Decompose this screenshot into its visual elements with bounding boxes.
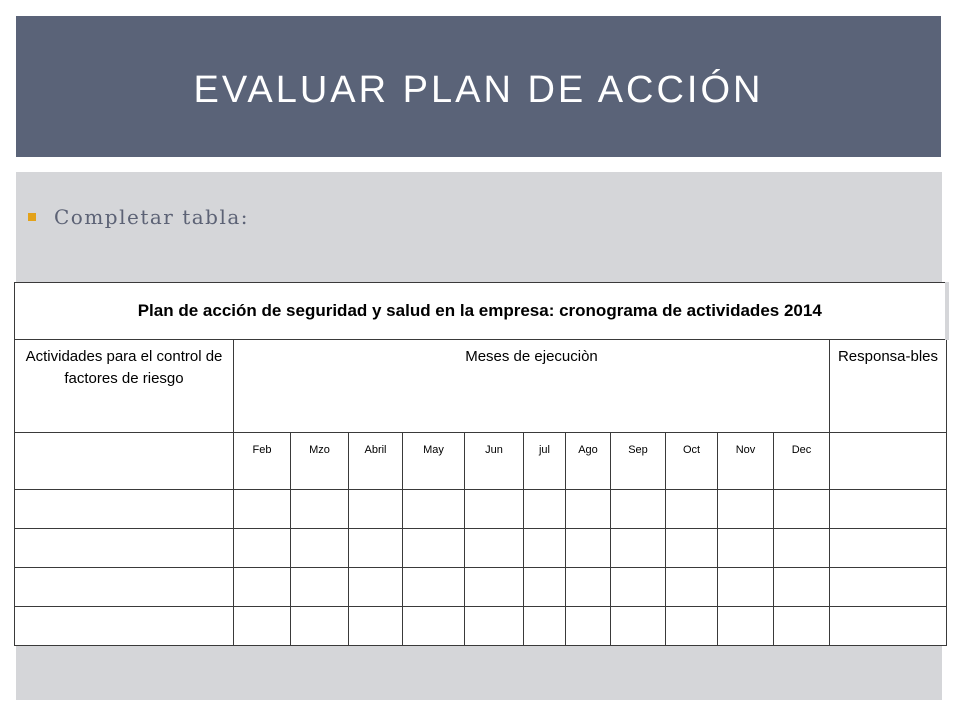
table-row [15,568,947,607]
table-cell[interactable] [15,529,234,568]
table-cell[interactable] [234,568,291,607]
month-sep: Sep [611,433,666,490]
month-dec: Dec [774,433,830,490]
table-cell[interactable] [291,490,349,529]
table-cell[interactable] [349,490,403,529]
months-row [15,433,947,490]
table-cell[interactable] [830,568,947,607]
month-oct: Oct [666,433,718,490]
table-cell[interactable] [718,529,774,568]
month-jun: Jun [465,433,524,490]
table-cell[interactable] [718,568,774,607]
table-row [15,529,947,568]
slide-title: EVALUAR PLAN DE ACCIÓN [193,69,764,111]
table-cell[interactable] [465,607,524,646]
table-cell[interactable] [349,568,403,607]
table-cell[interactable] [403,568,465,607]
table-cell[interactable] [465,568,524,607]
month-may: May [403,433,465,490]
table-cell[interactable] [524,529,566,568]
table-cell[interactable] [465,490,524,529]
table-row [15,490,947,529]
table-cell[interactable] [234,607,291,646]
header-activities: Actividades para el control de factores de riesgo [15,340,234,433]
table-cell[interactable] [234,490,291,529]
table-cell[interactable] [403,490,465,529]
table-cell[interactable] [666,490,718,529]
table-cell[interactable] [611,529,666,568]
table-cell[interactable] [718,490,774,529]
square-bullet-icon [28,213,36,221]
action-plan-table [14,282,949,646]
table-cell[interactable] [291,607,349,646]
header-months: Meses de ejecuciòn [234,340,830,433]
bullet-item [28,205,249,229]
month-feb: Feb [234,433,291,490]
table-row [15,607,947,646]
table-cell[interactable] [403,529,465,568]
caption-row [15,283,947,340]
table-cell[interactable] [524,490,566,529]
table-cell[interactable] [774,568,830,607]
table-cell[interactable] [234,529,291,568]
table-cell[interactable] [830,490,947,529]
table-cell[interactable] [566,490,611,529]
table-cell[interactable] [666,568,718,607]
header-row [15,340,947,433]
table-cell[interactable] [666,529,718,568]
table-cell[interactable] [611,568,666,607]
table-cell[interactable] [15,433,234,490]
month-nov: Nov [718,433,774,490]
month-abril: Abril [349,433,403,490]
table-cell[interactable] [403,607,465,646]
table-cell[interactable] [349,529,403,568]
table-cell[interactable] [349,607,403,646]
table-cell[interactable] [15,490,234,529]
table-cell[interactable] [566,568,611,607]
table-cell[interactable] [830,433,947,490]
table-cell[interactable] [718,607,774,646]
table-cell[interactable] [15,568,234,607]
table-cell[interactable] [611,490,666,529]
month-ago: Ago [566,433,611,490]
table-cell[interactable] [774,607,830,646]
month-jul: jul [524,433,566,490]
table-cell[interactable] [291,529,349,568]
table-cell[interactable] [830,529,947,568]
table-cell[interactable] [524,568,566,607]
table-cell[interactable] [291,568,349,607]
table-cell[interactable] [830,607,947,646]
table-cell[interactable] [566,607,611,646]
table-cell[interactable] [15,607,234,646]
table-cell[interactable] [465,529,524,568]
title-band [16,16,941,157]
table-cell[interactable] [774,529,830,568]
table-caption: Plan de acción de seguridad y salud en la empresa: cronograma de actividades 2014 [15,283,947,340]
table-cell[interactable] [666,607,718,646]
header-responsibles: Responsa-bles [830,340,947,433]
table-cell[interactable] [566,529,611,568]
bullet-text: Completar tabla: [54,205,250,229]
table-cell[interactable] [524,607,566,646]
table-cell[interactable] [611,607,666,646]
table-cell[interactable] [774,490,830,529]
month-mzo: Mzo [291,433,349,490]
